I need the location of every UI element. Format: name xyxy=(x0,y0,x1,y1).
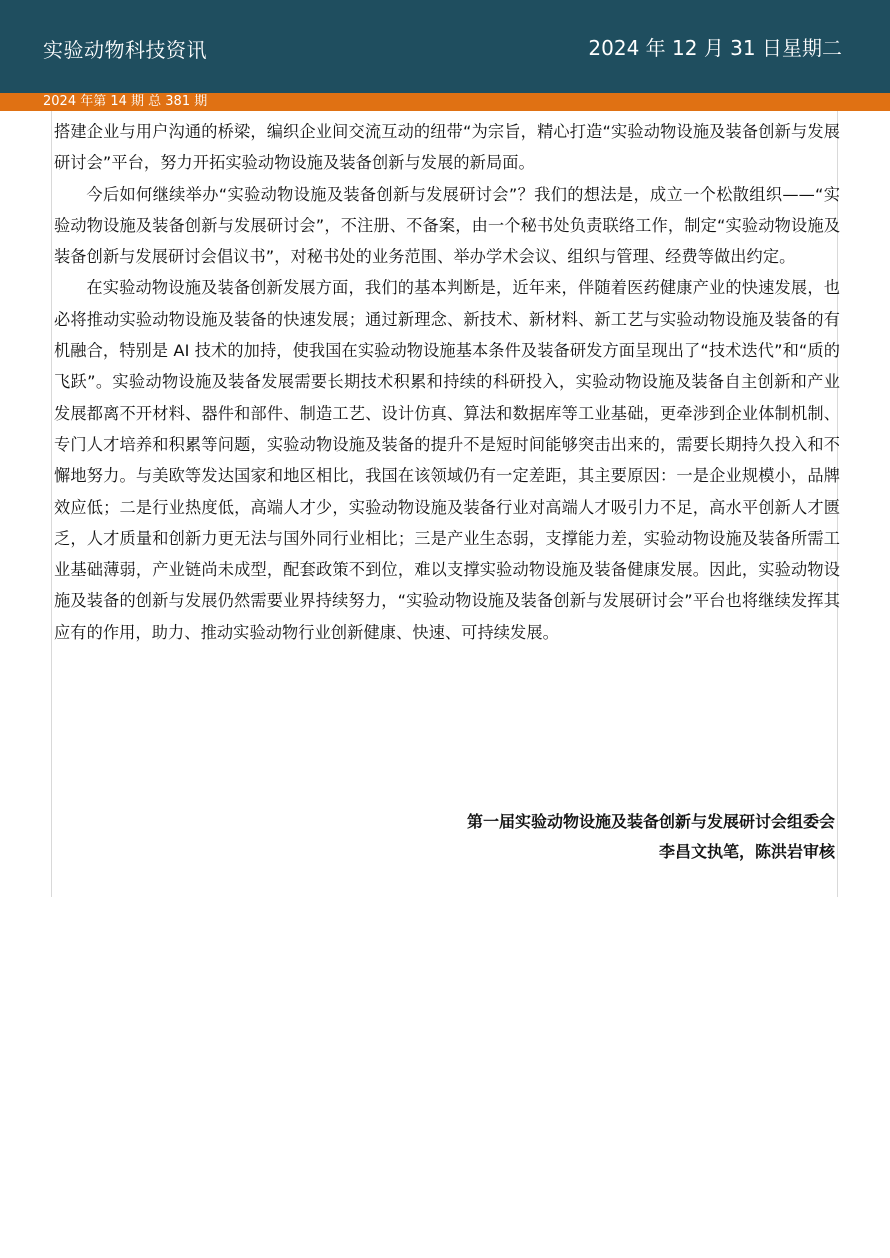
page-header xyxy=(0,0,890,93)
issue-bar xyxy=(0,93,890,111)
paragraph: 今后如何继续举办“实验动物设施及装备创新与发展研讨会”？我们的想法是，成立一个松散组织——“实验动物设施及装备创新与发展研讨会”，不注册、不备案，由一个秘书处负责联络工作，制定“实验动物设施及装备创新与发展研讨会倡议书”，对秘书处的业务范围、举办学术会议、组织与管理、经费等做出约定。 xyxy=(54,184,840,267)
signature-authors: 李昌文执笔，陈洪岩审核 xyxy=(658,842,835,861)
issue-number: 2024 年第 14 期 总 381 期 xyxy=(43,94,208,109)
article-text xyxy=(54,116,840,648)
article-body xyxy=(51,111,838,897)
paragraph: 在实验动物设施及装备创新发展方面，我们的基本判断是，近年来，伴随着医药健康产业的快速发展，也必将推动实验动物设施及装备的快速发展；通过新理念、新技术、新材料、新工艺与实验动物设施及装备的有机融合，特别是 AI 技术的加持，使我国在实验动物设施基本条件及装备研发方面呈现出了“技术迭代”和“质的飞跃”。实验动物设施及装备发展需要长期技术积累和持续的科研投入，实验动物设施及装备自主创新和产业发展都离不开材料、器件和部件、制造工艺、设计仿真、算法和数据库等工业基础，更牵涉到企业体制机制、专门人才培养和积累等问题，实验动物设施及装备的提升不是短时间能够突击出来的，需要长期持久投入和不懈地努力。与美欧等发达国家和地区相比，我国在该领域仍有一定差距，其主要原因：一是企业规模小，品牌效应低；二是行业热度低，高端人才少，实验动物设施及装备行业对高端人才吸引力不足，高水平创新人才匮乏，人才质量和创新力更无法与国外同行业相比；三是产业生态弱，支撑能力差，实验动物设施及装备所需工业基础薄弱，产业链尚未成型，配套政策不到位，难以支撑实验动物设施及装备健康发展。因此，实验动物设施及装备的创新与发展仍然需要业界持续努力，“实验动物设施及装备创新与发展研讨会”平台也将继续发挥其应有的作用，助力、推动实验动物行业创新健康、快速、可持续发展。 xyxy=(54,278,840,642)
signature-block xyxy=(467,807,835,867)
issue-date: 2024 年 12 月 31 日星期二 xyxy=(588,36,842,60)
paragraph-continued: 搭建企业与用户沟通的桥梁，编织企业间交流互动的纽带“为宗旨，精心打造“实验动物设施及装备创新与发展研讨会”平台，努力开拓实验动物设施及装备创新与发展的新局面。 xyxy=(54,122,840,173)
signature-organization: 第一届实验动物设施及装备创新与发展研讨会组委会 xyxy=(466,812,835,831)
publication-title: 实验动物科技资讯 xyxy=(43,38,207,62)
